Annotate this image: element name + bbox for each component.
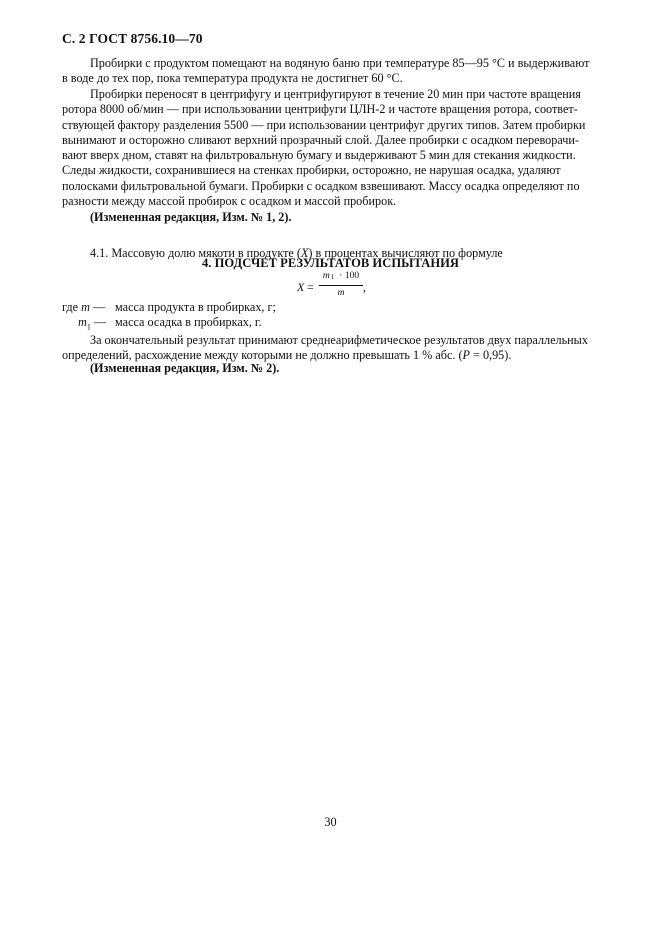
- formula-denominator: m: [337, 288, 345, 298]
- definition-prefix: где: [62, 300, 82, 314]
- definition-dash: —: [93, 315, 107, 330]
- definition-row: [62, 300, 276, 315]
- text-line: вынимают и осторожно сливают верхний прозрачный слой. Далее пробирки с осадком переворачи-: [62, 132, 579, 147]
- formula-equals: =: [307, 280, 314, 294]
- numerator-var: m: [322, 271, 330, 281]
- numerator-subscript: 1: [330, 273, 335, 281]
- paragraph-formula-intro: [62, 246, 599, 261]
- definition-symbol: [62, 300, 112, 315]
- definition-text: масса осадка в пробирках, г.: [115, 315, 262, 330]
- text-line: разности между массой пробирок с осадком и массой пробирок.: [62, 194, 397, 209]
- definition-var: m: [78, 315, 87, 330]
- variable-p: Р: [462, 348, 470, 363]
- text-line: За окончательный результат принимают среднеарифметическое результатов двух параллельных: [90, 333, 588, 347]
- variable-x: X: [300, 246, 309, 260]
- text-line: Следы жидкости, сохранившиеся на стенках пробирки, осторожно, не нарушая осадка, удаляют: [62, 163, 561, 178]
- intro-text-pre: 4.1. Массовую долю мякоти в продукте (: [90, 246, 301, 260]
- text-line: ствующей фактору разделения 5500 — при использовании центрифуг других типов. Затем пробирки: [62, 117, 586, 132]
- result-text-post: = 0,95).: [469, 348, 512, 363]
- text-line: ротора 8000 об/мин — при использовании центрифуги ЦЛН-2 и частоте вращения ротора, соответ-: [62, 102, 578, 117]
- definition-var: m: [81, 300, 90, 314]
- text-line: Пробирки переносят в центрифугу и центрифугируют в течение 20 мин при частоте вращения: [90, 87, 581, 101]
- formula: [297, 268, 407, 302]
- numerator-rest: · 100: [339, 271, 360, 281]
- page-number: 30: [324, 815, 337, 829]
- text-line: вают вверх дном, ставят на фильтровальную бумагу и выдерживают 5 мин для стекания жидкости.: [62, 148, 576, 163]
- formula-lhs: X: [297, 280, 305, 294]
- revision-note-1: (Измененная редакция, Изм. № 1, 2).: [90, 210, 292, 224]
- variable-definitions: [62, 300, 276, 335]
- text-line: полосками фильтровальной бумаги. Пробирки с осадком взвешивают. Массу осадка определяют по: [62, 178, 580, 193]
- definition-dash: —: [92, 300, 106, 314]
- page-header: С. 2 ГОСТ 8756.10—70: [62, 31, 203, 46]
- result-text-pre: определений, расхождение между которыми не должно превышать 1 % абс. (: [62, 348, 463, 363]
- formula-numerator: [319, 271, 363, 281]
- fraction-bar: [319, 285, 363, 286]
- definition-subscript: 1: [86, 322, 91, 332]
- text-line: в воде до тех пор, пока температура продукта не достигнет 60 °С.: [62, 71, 403, 86]
- revision-note-2: (Измененная редакция, Изм. № 2).: [90, 361, 280, 375]
- paragraph-final-result: [62, 333, 599, 364]
- paragraph-centrifuge: [62, 87, 599, 209]
- text-line: Пробирки с продуктом помещают на водяную баню при температуре 85—95 °С и выдерживают: [90, 56, 590, 70]
- intro-text-post: ) в процентах вычисляют по формуле: [308, 246, 503, 260]
- formula-comma: ,: [363, 280, 366, 294]
- paragraph-water-bath: [62, 56, 599, 87]
- definition-text: масса продукта в пробирках, г;: [115, 300, 276, 314]
- section-heading: 4. ПОДСЧЕТ РЕЗУЛЬТАТОВ ИСПЫТАНИЯ: [201, 256, 460, 270]
